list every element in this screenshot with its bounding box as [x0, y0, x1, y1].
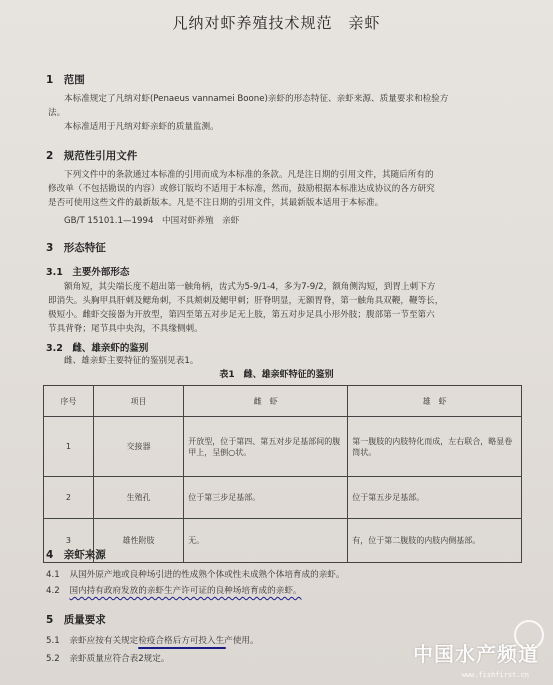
section-1-para-1a: 本标准规定了凡纳对虾(Penaeus vannamei Boone)亲虾的形态特征、亲虾来源、质量要求和检验方 — [64, 94, 449, 104]
watermark-text: 中国水产频道 — [413, 642, 539, 666]
section-1-para-2: 本标准适用于凡纳对虾亲虾的质量监测。 — [64, 122, 219, 132]
table-header: 项目 — [93, 386, 183, 417]
table-cell: 第一腹肢的内肢特化而成，左右联合，略显卷筒状。 — [348, 417, 522, 477]
section-2-heading: 2 规范性引用文件 — [46, 150, 138, 162]
table-row — [44, 417, 522, 477]
section-5-item-1 — [46, 634, 259, 648]
table-header: 雌 虾 — [184, 386, 348, 417]
page-title: 凡纳对虾养殖技术规范 亲虾 — [172, 14, 381, 32]
table-cell: 位于第三步足基部。 — [184, 477, 348, 519]
comparison-table — [43, 385, 522, 563]
section-4-item-2 — [46, 584, 302, 598]
section-3-1-heading: 3.1 主要外部形态 — [46, 267, 130, 278]
section-5-item-2 — [46, 652, 169, 666]
table-cell: 有，位于第二腹肢的内肢内侧基部。 — [348, 519, 522, 563]
item-number: 4.2 — [46, 586, 60, 596]
section-2-line-3: 是否可使用这些文件的最新版本。凡是不注日期的引用文件，其最新版本适用于本标准。 — [48, 198, 384, 208]
morphology-line-2: 即消失。头胸甲具肝刺及鳃角刺，不具颊刺及鳃甲刺；肝脊明显，无额胃脊，第一触角具双鞭，鞭等长， — [48, 296, 444, 306]
section-3-heading: 3 形态特征 — [46, 242, 106, 254]
section-1-heading: 1 范围 — [46, 74, 85, 86]
item-text: 亲虾质量应符合表2规定。 — [69, 654, 170, 664]
item-number: 5.2 — [46, 654, 60, 664]
table-row — [44, 477, 522, 519]
table-header: 雄 虾 — [348, 386, 522, 417]
item-text: 亲虾应按有关规定检疫合格后方可投入生产使用。 — [69, 636, 259, 646]
morphology-line-1: 额角短，其尖端长度不超出第一触角柄，齿式为5-9/1-4，多为7-9/2，额角侧沟短，到胃上刺下方 — [64, 282, 436, 292]
table-cell: 交接器 — [93, 417, 183, 477]
section-3-2-heading: 3.2 雌、雄亲虾的鉴别 — [46, 343, 149, 354]
table-cell: 2 — [44, 477, 94, 519]
section-2-line-2: 修改单（不包括勘误的内容）或修订版均不适用于本标准，然而，鼓励根据本标准达成协议的各方研究 — [48, 184, 435, 194]
section-2-line-1: 下列文件中的条款通过本标准的引用而成为本标准的条款。凡是注日期的引用文件，其随后所有的 — [64, 170, 434, 180]
table-cell: 开放型，位于第四、第五对步足基部间的腹甲上，呈倒○状。 — [184, 417, 348, 477]
morphology-line-4: 节具背脊；尾节具中央沟，不具缘侧刺。 — [48, 324, 203, 334]
item-number: 5.1 — [46, 636, 60, 646]
table-caption: 表1 雌、雄亲虾特征的鉴别 — [219, 370, 334, 380]
table-cell: 无。 — [184, 519, 348, 563]
section-4-heading: 4 亲虾来源 — [46, 549, 106, 561]
table-cell: 雄性附肢 — [93, 519, 183, 563]
table-cell: 1 — [44, 417, 94, 477]
table-row — [44, 519, 522, 563]
table-header-row — [44, 386, 522, 417]
morphology-line-3: 极短小。雌虾交接器为开放型，第四至第五对步足无上肢，第五对步足具小形外肢；腹部第一节至第六 — [48, 310, 435, 320]
section-1-para-1b: 法。 — [48, 108, 66, 118]
item-text-underlined: 国内持有政府发放的亲虾生产许可证的良种场培育成的亲虾。 — [69, 586, 302, 596]
handwritten-underline — [138, 647, 226, 649]
watermark-url: www.fishfirst.cn — [461, 671, 529, 679]
section-2-reference: GB/T 15101.1—1994 中国对虾养殖 亲虾 — [64, 216, 240, 226]
item-text: 从国外原产地或良种场引进的性成熟个体或性未成熟个体培育成的亲虾。 — [69, 570, 345, 580]
section-3-2-text: 雌、雄亲虾主要特征的鉴别见表1。 — [64, 356, 199, 366]
table-header: 序号 — [44, 386, 94, 417]
section-4-item-1 — [46, 568, 344, 582]
section-5-heading: 5 质量要求 — [46, 614, 106, 626]
table-cell: 位于第五步足基部。 — [348, 477, 522, 519]
table-cell: 3 — [44, 519, 94, 563]
item-number: 4.1 — [46, 570, 60, 580]
table-cell: 生殖孔 — [93, 477, 183, 519]
